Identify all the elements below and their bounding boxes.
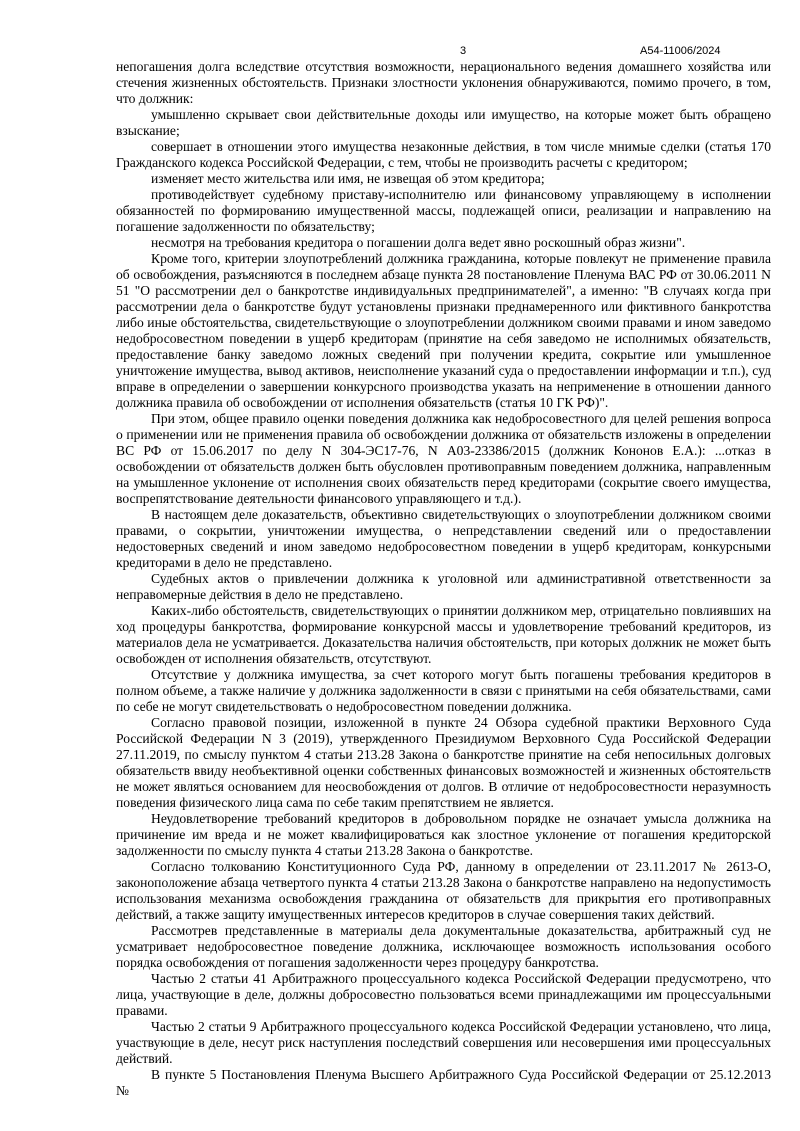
paragraph: непогашения долга вследствие отсутствия возможности, нерационального ведения домашнего хозяйства или стечения жизненных обстоятельств. Признаки злостности уклонения обнаруживаются, помимо прочего, в том, что должник: xyxy=(116,59,771,106)
paragraph: совершает в отношении этого имущества незаконные действия, в том числе мнимые сделки (статья 170 Гражданского кодекса Российской Федерации, с тем, чтобы не производить расчеты с кредитором; xyxy=(116,139,771,170)
paragraph: Неудовлетворение требований кредиторов в добровольном порядке не означает умысла должника на причинение им вреда и не может квалифицироваться как злостное уклонение от погашения кредиторской задолженности по смыслу пункта 4 статьи 213.28 Закона о банкротстве. xyxy=(116,811,771,858)
paragraph: Частью 2 статьи 9 Арбитражного процессуального кодекса Российской Федерации установлено, что лица, участвующие в деле, несут риск наступления последствий совершения или несовершения ими процессуальных действий. xyxy=(116,1019,771,1066)
paragraph: Кроме того, критерии злоупотреблений должника гражданина, которые повлекут не применение правила об освобождения, разъясняются в последнем абзаце пункта 28 постановление Пленума ВАС РФ от 30.06.2011 N 51 "О рассмотрении дел о банкротстве индивидуальных предпринимателей", а именно: "В случаях когда при рассмотрении дела о банкротстве будут установлены признаки преднамеренного или фиктивного банкротства либо иные обстоятельства, свидетельствующие о злоупотреблении должником своими правами и ином заведомо недобросовестном поведении в ущерб кредиторам (принятие на себя заведомо не исполнимых обязательств, предоставление банку заведомо ложных сведений при получении кредита, сокрытие или умышленное уничтожение имущества, вывод активов, неисполнение указаний суда о предоставлении информации и т.п.), суд вправе в определении о завершении конкурсного производства указать на неприменение в отношении данного должника правила об освобождении от исполнения обязательств (статья 10 ГК РФ)". xyxy=(116,251,771,410)
paragraph: В настоящем деле доказательств, объективно свидетельствующих о злоупотреблении должником своими правами, о сокрытии, уничтожении имущества, о непредставлении сведений или о предоставлении недостоверных сведений и ином заведомо недобросовестном поведении в ущерб кредиторам, конкурсными кредиторами в дело не представлено. xyxy=(116,507,771,570)
case-number: А54-11006/2024 xyxy=(640,45,721,57)
paragraph: изменяет место жительства или имя, не извещая об этом кредитора; xyxy=(151,171,545,186)
paragraph: несмотря на требования кредитора о погашении долга ведет явно роскошный образ жизни". xyxy=(151,235,686,250)
paragraph: Каких-либо обстоятельств, свидетельствующих о принятии должником мер, отрицательно повлиявших на ход процедуры банкротства, формирование конкурсной массы и удовлетворение требований кредиторов, из материалов дела не усматривается. Доказательства наличия обстоятельств, при которых должник не может быть освобожден от исполнения обязательств, отсутствуют. xyxy=(116,603,771,666)
paragraph: Судебных актов о привлечении должника к уголовной или административной ответственности за неправомерные действия в дело не представлено. xyxy=(116,571,771,602)
paragraph: умышленно скрывает свои действительные доходы или имущество, на которые может быть обращено взыскание; xyxy=(116,107,771,138)
paragraph: Согласно правовой позиции, изложенной в пункте 24 Обзора судебной практики Верховного Суда Российской Федерации N 3 (2019), утвержденного Президиумом Верховного Суда Российской Федерации 27.11.2019, по смыслу пунктом 4 статьи 213.28 Закона о банкротстве принятие на себя непосильных долговых обязательств ввиду необъективной оценки собственных финансовых возможностей и жизненных обстоятельств не может являться основанием для неосвобождения от долгов. В отличие от недобросовестности неразумность поведения физического лица сама по себе таким препятствием не является. xyxy=(116,715,771,810)
paragraph: Рассмотрев представленные в материалы дела документальные доказательства, арбитражный суд не усматривает недобросовестное поведение должника, исключающее возможность использования особого порядка освобождения от погашения задолженности через процедуру банкротства. xyxy=(116,923,771,970)
paragraph: Частью 2 статьи 41 Арбитражного процессуального кодекса Российской Федерации предусмотрено, что лица, участвующие в деле, должны добросовестно пользоваться всеми принадлежащими им процессуальными правами. xyxy=(116,971,771,1018)
paragraph: В пункте 5 Постановления Пленума Высшего Арбитражного Суда Российской Федерации от 25.12.2013 № xyxy=(116,1067,771,1098)
document-body xyxy=(116,59,771,1099)
paragraph: противодействует судебному приставу-исполнителю или финансовому управляющему в исполнении обязанностей по формированию имущественной массы, подлежащей описи, реализации и направлению на погашение задолженности по обязательству; xyxy=(116,187,771,234)
paragraph: Отсутствие у должника имущества, за счет которого могут быть погашены требования кредиторов в полном объеме, а также наличие у должника задолженности в связи с принятыми на себя обязательствами, сами по себе не могут свидетельствовать о недобросовестном поведении должника. xyxy=(116,667,771,714)
page-number: 3 xyxy=(459,45,467,57)
paragraph: При этом, общее правило оценки поведения должника как недобросовестного для целей решения вопроса о применении или не применения правила об освобождении должника от обязательств изложены в определении ВС РФ от 15.06.2017 по делу N 304-ЭС17-76, N А03-23386/2015 (должник Кононов Е.А.): ...отказ в освобождении от обязательств должен быть обусловлен противоправным поведением должника, направленным на умышленное уклонение от исполнения своих обязательств перед кредиторами (сокрытие своего имущества, воспрепятствование деятельности финансового управляющего и т.д.). xyxy=(116,411,771,506)
paragraph: Согласно толкованию Конституционного Суда РФ, данному в определении от 23.11.2017 № 2613-О, законоположение абзаца четвертого пункта 4 статьи 213.28 Закона о банкротстве направлено на недопустимость использования механизма освобождения гражданина от обязательств для прикрытия его противоправных действий, а также защиту имущественных интересов кредиторов в случае совершения таких действий. xyxy=(116,859,771,922)
